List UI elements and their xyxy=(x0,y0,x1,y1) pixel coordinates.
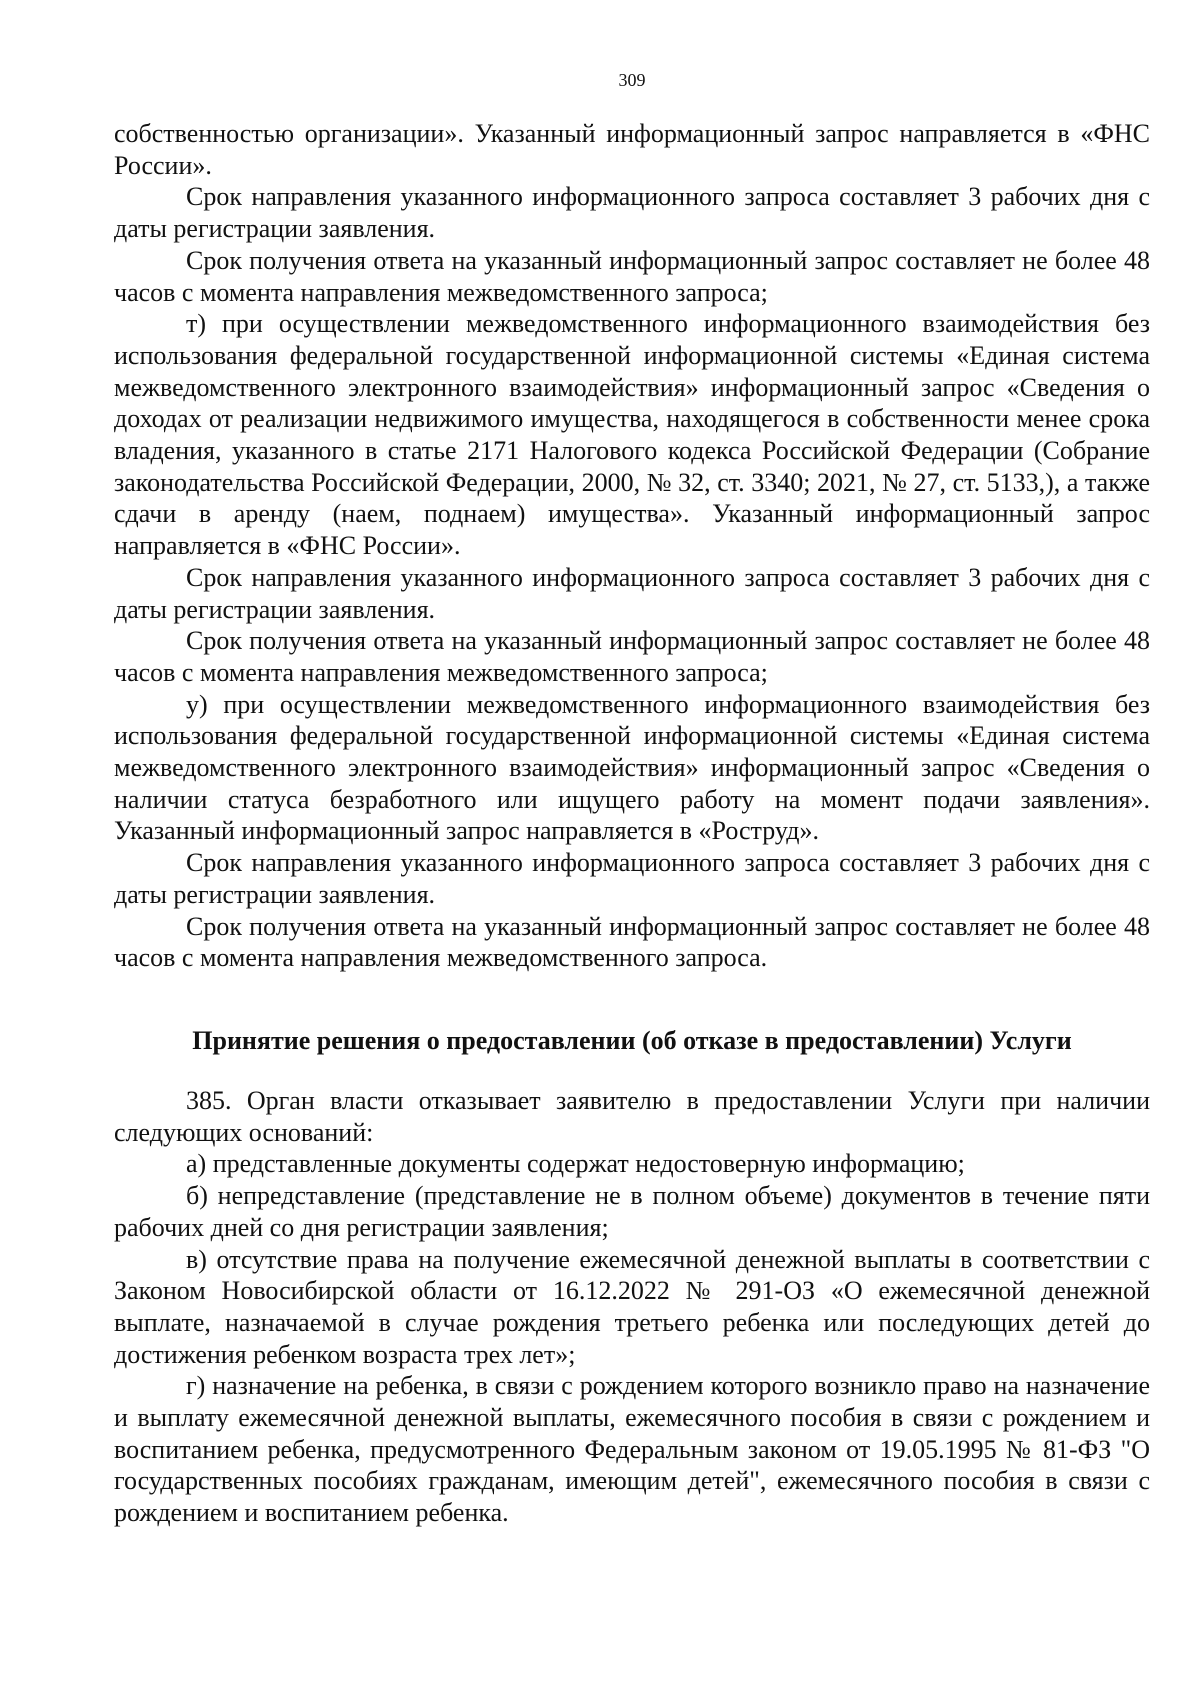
section-heading: Принятие решения о предоставлении (об отказе в предоставлении) Услуги xyxy=(192,1026,1072,1055)
paragraph: Срок получения ответа на указанный информационный запрос составляет не более 48 часов с момента направления межведомственного запроса; xyxy=(114,245,1150,307)
section-paragraph: г) назначение на ребенка, в связи с рождением которого возникло право на назначение и выплату ежемесячной денежной выплаты, ежемесячного пособия в связи с рождением и воспитанием ребенка, предусмотренного Федеральным законом от 19.05.1995 № 81-ФЗ "О государственных пособиях гражданам, имеющим детей", ежемесячного пособия в связи с рождением и воспитанием ребенка. xyxy=(114,1371,1150,1528)
page-number: 309 xyxy=(618,70,646,90)
paragraph: Срок получения ответа на указанный информационный запрос составляет не более 48 часов с момента направления межведомственного запроса. xyxy=(114,911,1150,973)
paragraph: у) при осуществлении межведомственного информационного взаимодействия без использования федеральной государственной информационной системы «Единая система межведомственного электронного взаимодействия» информационный запрос «Сведения о наличии статуса безработного или ищущего работу на момент подачи заявления». Указанный информационный запрос направляется в «Роструд». xyxy=(114,689,1150,846)
section-paragraph: 385. Орган власти отказывает заявителю в предоставлении Услуги при наличии следующих оснований: xyxy=(114,1086,1150,1147)
paragraph: Срок получения ответа на указанный информационный запрос составляет не более 48 часов с момента направления межведомственного запроса; xyxy=(114,626,1150,687)
paragraph: собственностью организации». Указанный информационный запрос направляется в «ФНС России». xyxy=(114,119,1150,180)
paragraph: Срок направления указанного информационного запроса составляет 3 рабочих дня с даты регистрации заявления. xyxy=(114,182,1150,244)
section-paragraph: б) непредставление (представление не в полном объеме) документов в течение пяти рабочих дней со дня регистрации заявления; xyxy=(114,1181,1150,1242)
paragraph: т) при осуществлении межведомственного информационного взаимодействия без использования федеральной государственной информационной системы «Единая система межведомственного электронного взаимодействия» информационный запрос «Сведения о доходах от реализации недвижимого имущества, находящегося в собственности менее срока владения, указанного в статье 2171 Налогового кодекса Российской Федерации (Собрание законодательства Российской Федерации, 2000, № 32, ст. 3340; 2021, № 27, ст. 5133,), а также сдачи в аренду (наем, поднаем) имущества». Указанный информационный запрос направляется в «ФНС России». xyxy=(114,309,1150,561)
paragraph: Срок направления указанного информационного запроса составляет 3 рабочих дня с даты регистрации заявления. xyxy=(114,562,1150,624)
paragraph: Срок направления указанного информационного запроса составляет 3 рабочих дня с даты регистрации заявления. xyxy=(114,848,1150,909)
body-text xyxy=(114,118,1150,974)
section-body-text xyxy=(114,1085,1150,1529)
section-paragraph: а) представленные документы содержат недостоверную информацию; xyxy=(186,1149,965,1179)
section-paragraph: в) отсутствие права на получение ежемесячной денежной выплаты в соответствии с Законом Новосибирской области от 16.12.2022 № 291-ОЗ «О ежемесячной денежной выплате, назначаемой в случае рождения третьего ребенка или последующих детей до достижения ребенком возраста трех лет»; xyxy=(114,1244,1150,1369)
